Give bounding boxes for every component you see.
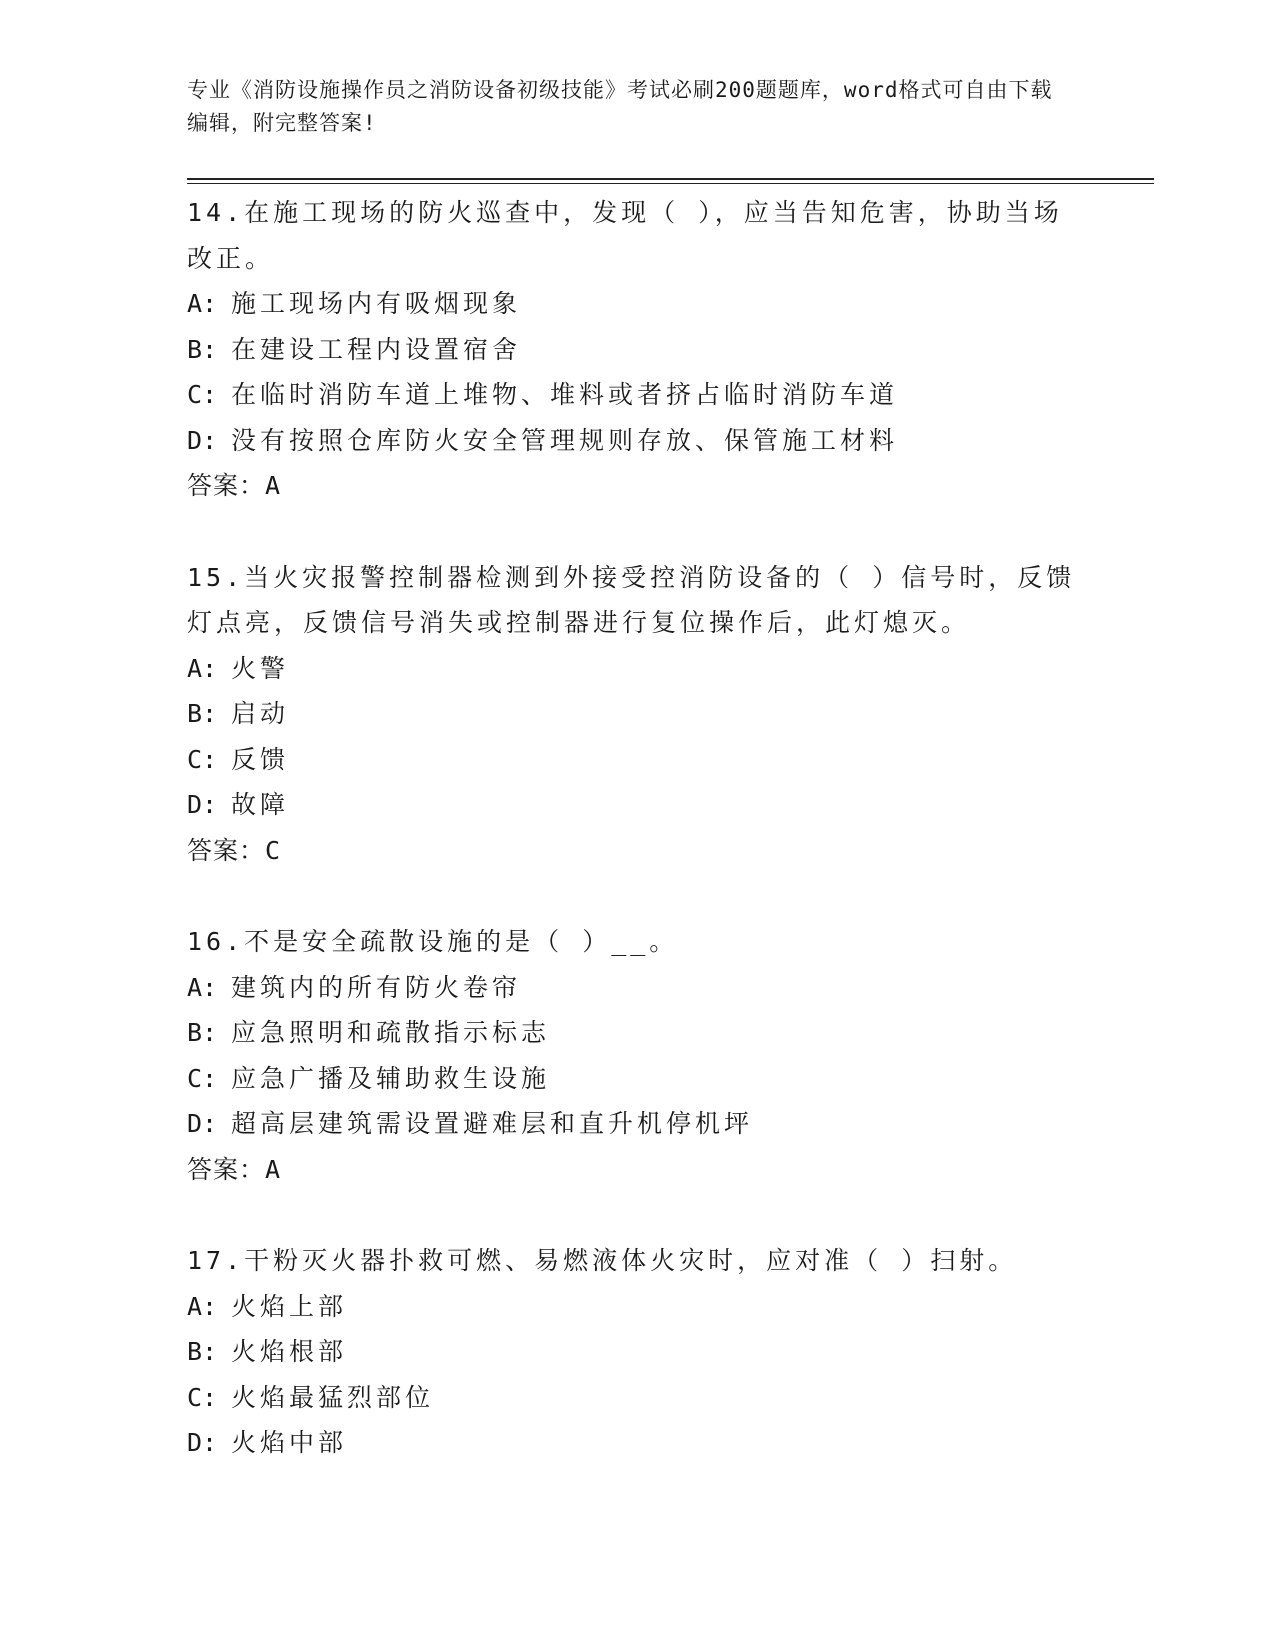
answer: 答案：A [187,471,282,500]
option-key: D: [187,425,218,455]
question-15 [187,555,1087,874]
option-text: 超高层建筑需设置避难层和直升机停机坪 [231,1109,754,1138]
header-divider-thin [187,183,1154,184]
question-14 [187,190,1087,509]
option-key: B: [187,1018,218,1047]
option-key: C: [187,380,218,409]
option-text: 火焰中部 [231,1428,348,1457]
option-a [187,281,1087,327]
option-text: 火警 [231,653,290,683]
option-a [187,965,1087,1011]
option-text: 反馈 [231,744,290,774]
question-stem: 16.不是安全疏散设施的是（ ）__。 [187,927,679,956]
option-d [187,1420,1087,1466]
option-b [187,327,1087,373]
option-d [187,782,1087,828]
option-key: B: [187,699,218,728]
option-text: 建筑内的所有防火卷帘 [231,972,522,1002]
question-stem: 15.当火灾报警控制器检测到外接受控消防设备的（ ）信号时，反馈灯点亮，反馈信号消失或控制器进行复位操作后，此灯熄灭。 [187,562,1076,637]
option-key: C: [187,744,218,774]
option-text: 故障 [231,790,290,819]
header-divider-thick [187,178,1154,180]
option-key: C: [187,1382,218,1412]
option-text: 火焰根部 [231,1337,348,1366]
option-text: 启动 [231,699,290,728]
option-text: 火焰最猛烈部位 [231,1382,435,1412]
option-text: 施工现场内有吸烟现象 [231,289,522,318]
option-key: D: [187,790,218,819]
option-a [187,1284,1087,1330]
option-key: B: [187,1337,218,1366]
option-a [187,646,1087,692]
option-c [187,1375,1087,1421]
option-text: 在临时消防车道上堆物、堆料或者挤占临时消防车道 [231,380,899,409]
option-text: 应急广播及辅助救生设施 [231,1063,551,1093]
question-stem: 17.干粉灭火器扑救可燃、易燃液体火灾时，应对准（ ）扫射。 [187,1246,1018,1275]
option-key: A: [187,1291,218,1321]
question-list [187,190,1087,1512]
option-c [187,1056,1087,1102]
option-key: A: [187,972,218,1002]
answer: 答案：A [187,1154,282,1184]
option-key: D: [187,1109,218,1138]
option-text: 没有按照仓库防火安全管理规则存放、保管施工材料 [231,425,899,455]
option-key: B: [187,334,218,364]
question-17 [187,1238,1087,1466]
option-text: 应急照明和疏散指示标志 [231,1018,551,1047]
option-key: A: [187,289,218,318]
option-text: 在建设工程内设置宿舍 [231,334,522,364]
option-text: 火焰上部 [231,1291,348,1321]
question-16 [187,919,1087,1192]
option-d [187,1101,1087,1147]
question-stem: 14.在施工现场的防火巡查中，发现（ ），应当告知危害，协助当场改正。 [187,198,1063,273]
option-d [187,418,1087,464]
option-b [187,1329,1087,1375]
option-c [187,372,1087,418]
answer: 答案：C [187,835,282,865]
document-header: 专业《消防设施操作员之消防设备初级技能》考试必刷200题题库，word格式可自由下载编辑，附完整答案! [187,78,1053,135]
option-key: D: [187,1428,218,1457]
option-key: C: [187,1063,218,1093]
option-b [187,1010,1087,1056]
option-c [187,737,1087,783]
option-key: A: [187,653,218,683]
option-b [187,691,1087,737]
